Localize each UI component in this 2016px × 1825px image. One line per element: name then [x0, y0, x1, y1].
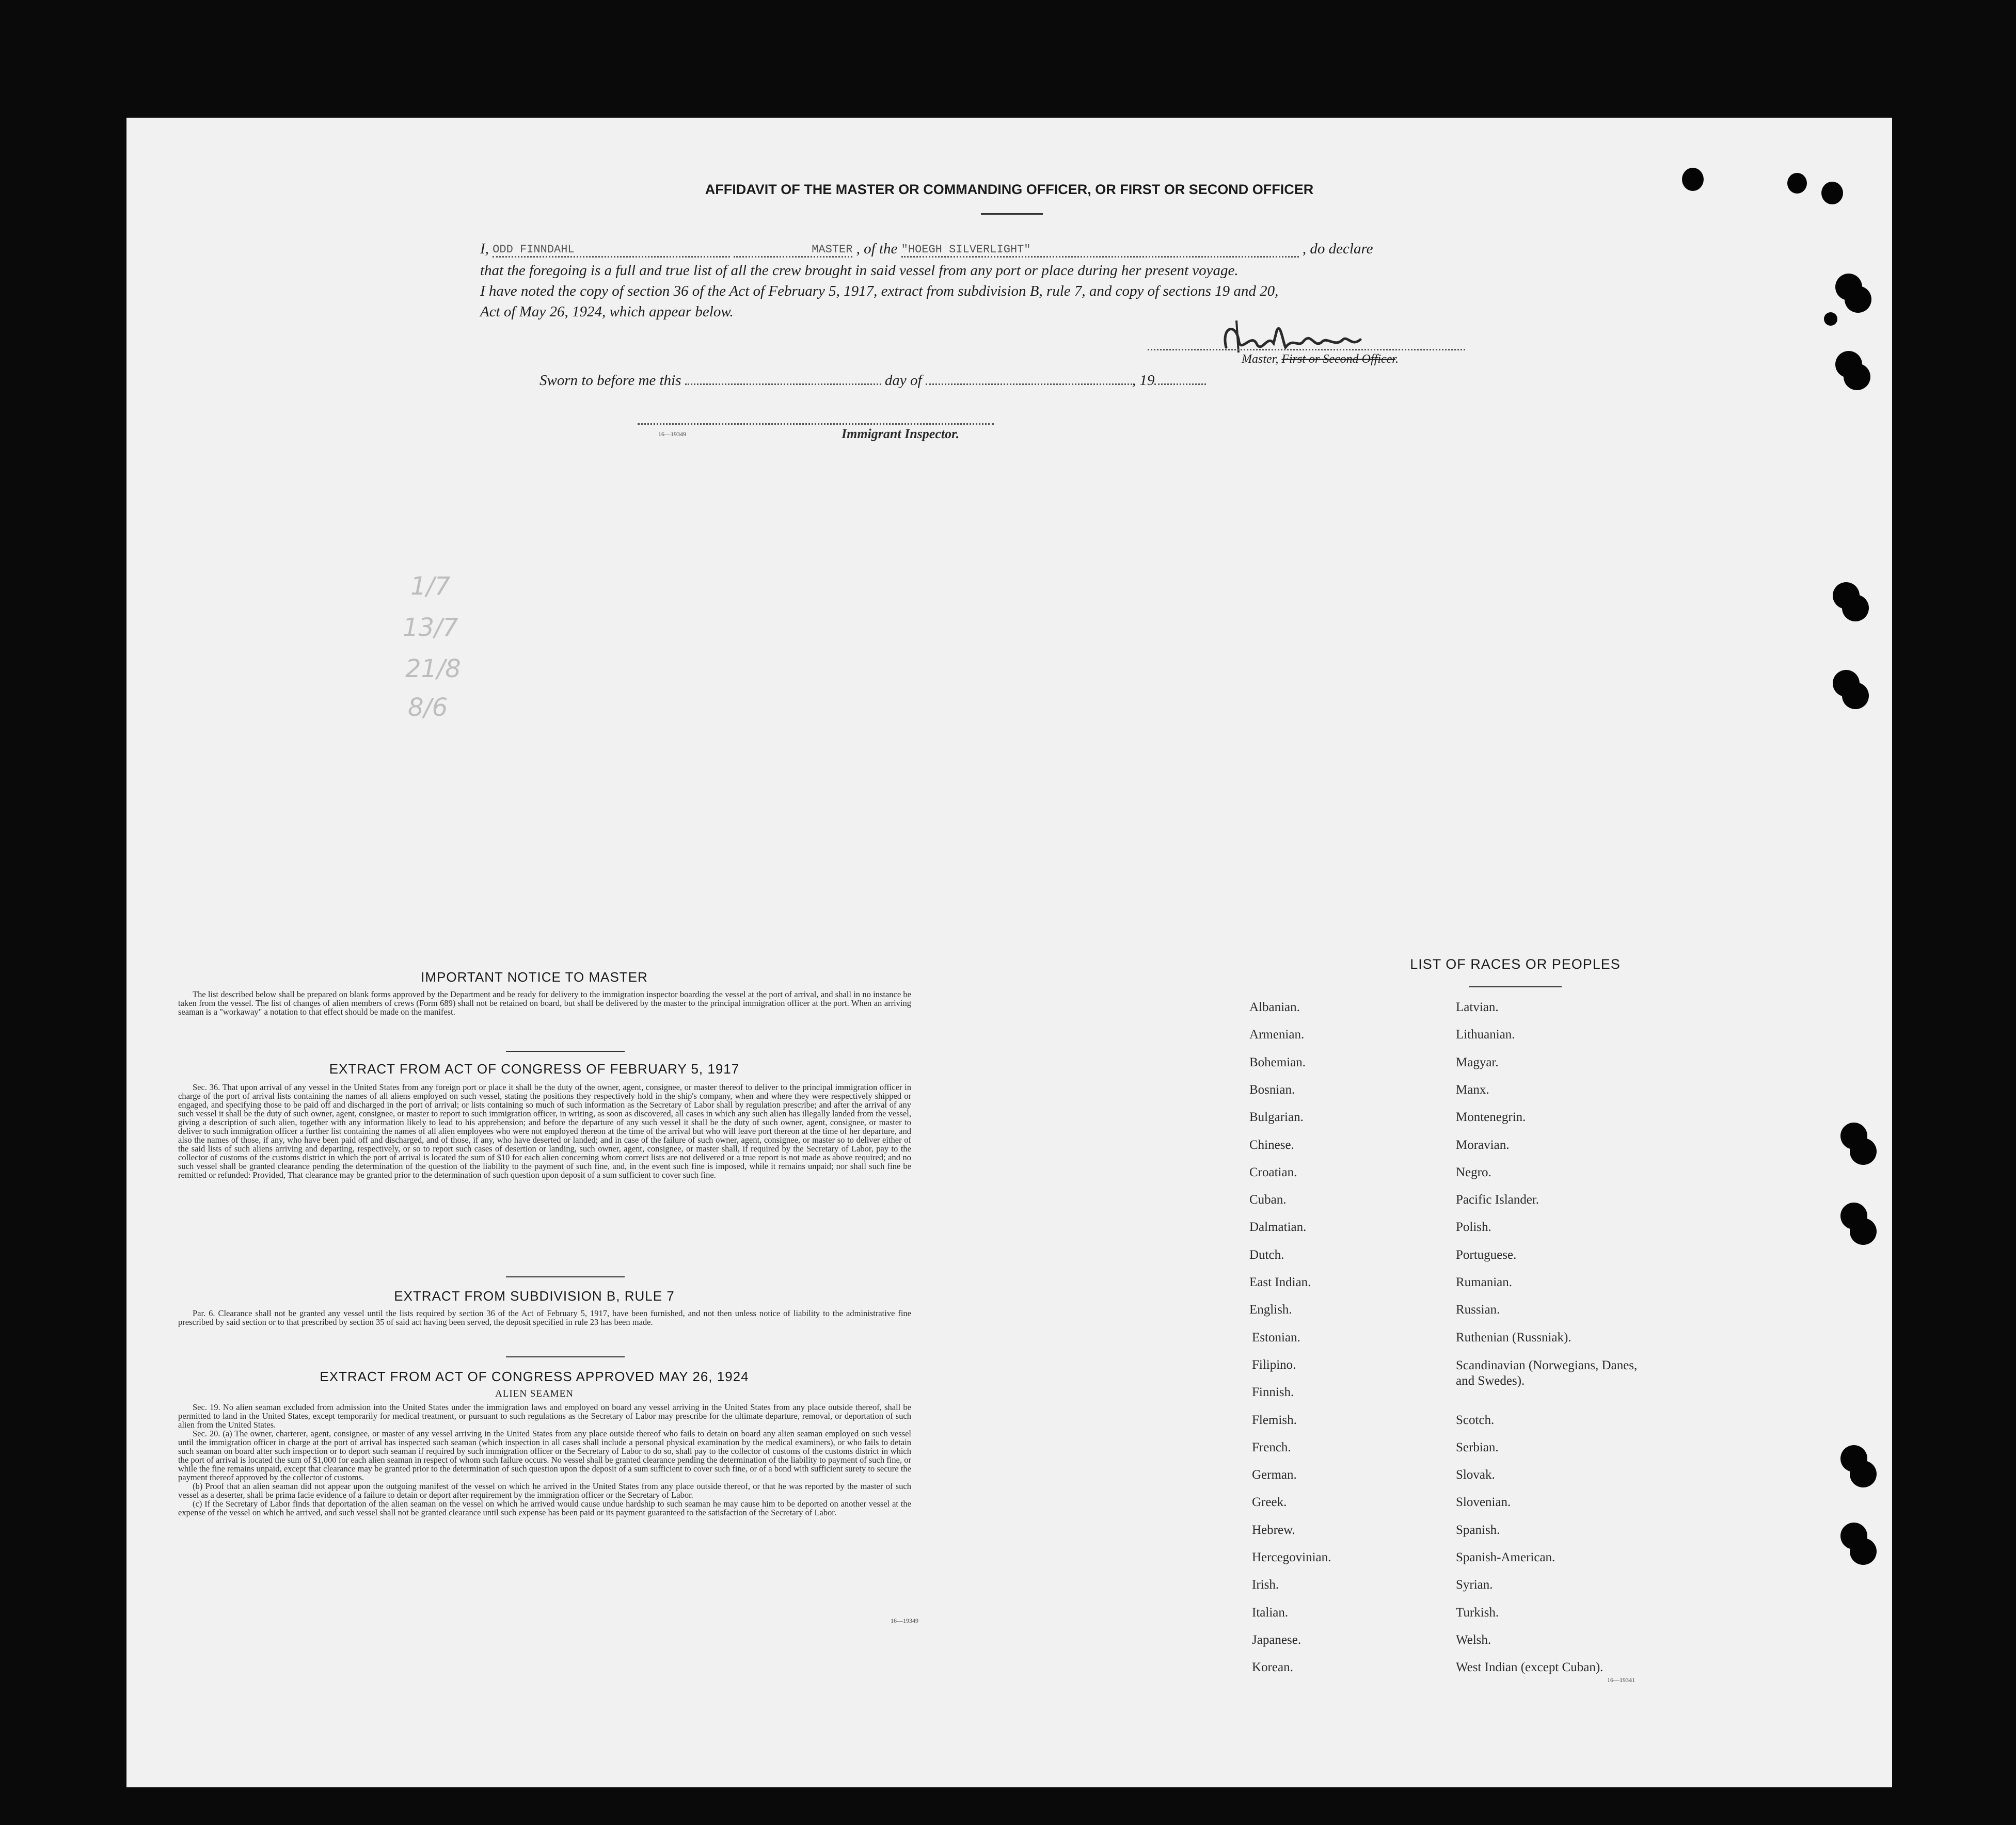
race-item: Italian.: [1252, 1606, 1289, 1620]
race-item: Irish.: [1252, 1578, 1279, 1592]
section-20a-paragraph: Sec. 20. (a) The owner, charterer, agent, consignee, or master of any vessel arriving in the United States from any place outside thereof who fails to detain on board any alien seaman employed on such vessel until the immigration officer in charge at the port of arrival has inspected such seaman (which inspection in all cases shall include a personal physical examination by the medical examiners), or who fails to detain such seaman on board after such inspection or to deport such seaman if required by such immigration officer or the Secretary of Labor to do so, shall pay to the collector of customs of the customs district in which the port of arrival is located the sum of $1,000 for each alien seaman in respect of whom such failure occurs. No vessel shall be granted clearance pending the determination of the liability to payment of such fine, or while the fine remains unpaid, except that clearance may be granted prior to the determination of such question upon the deposit of a sum sufficient to cover such fine, or of a bond with sufficient surety to secure the payment thereof approved by the collector of customs.: [178, 1429, 911, 1482]
vessel-name: "HOEGH SILVERLIGHT": [901, 243, 1031, 256]
race-item: Bohemian.: [1249, 1055, 1306, 1069]
race-item: Bosnian.: [1249, 1083, 1295, 1097]
notice-text: [178, 990, 911, 1016]
race-item: Filipino.: [1252, 1358, 1296, 1372]
section-20b-paragraph: (b) Proof that an alien seaman did not appear upon the outgoing manifest of the vessel on which he arrived in the United States from any place outside thereof, or that he was reported by the master of such vessel as a deserter, shall be prima facie evidence of a failure to detain or deport after requirement by the immigration officer or the Secretary of Labor.: [178, 1481, 911, 1500]
of-the-text: , of the: [856, 241, 898, 257]
race-item: Magyar.: [1456, 1055, 1499, 1069]
section-20c-paragraph: (c) If the Secretary of Labor finds that deportation of the alien seaman on the vessel on which he arrived would cause undue hardship to such seaman he may cause him to be deported on another vessel at the expense of the vessel on which he arrived, and such vessel shall not be granted clearance until such expense has been paid or its payment guaranteed to the satisfaction of the Secretary of Labor.: [178, 1499, 911, 1517]
sworn-year-blank[interactable]: [1154, 383, 1206, 385]
race-item: Slovak.: [1456, 1468, 1495, 1482]
race-item: Bulgarian.: [1249, 1110, 1304, 1124]
race-item: Slovenian.: [1456, 1495, 1511, 1509]
rule-7-paragraph: Par. 6. Clearance shall not be granted any vessel until the lists required by section 36 of the Act of February 5, 1917, have been furnished, and not then unless notice of liability to the administrative fine prescribed by said section or to that prescribed by section 35 of said act having been served, the deposit specified in rule 23 has been made.: [178, 1308, 911, 1327]
extract-1924-title: EXTRACT FROM ACT OF CONGRESS APPROVED MAY 26, 1924: [320, 1369, 749, 1384]
races-divider: [1469, 986, 1562, 987]
race-item: Scandinavian (Norwegians, Danes, and Swedes).: [1456, 1358, 1638, 1388]
race-item: Syrian.: [1456, 1578, 1493, 1592]
race-item: Rumanian.: [1456, 1275, 1513, 1289]
affidavit-form-number: 16—19349: [658, 430, 686, 438]
race-item: Russian.: [1456, 1303, 1500, 1317]
race-item: East Indian.: [1249, 1275, 1311, 1289]
race-item: Dutch.: [1249, 1248, 1284, 1262]
caption-struck-officer: First or Second Officer: [1281, 353, 1395, 366]
race-item: Ruthenian (Russniak).: [1456, 1331, 1571, 1344]
race-item: West Indian (except Cuban).: [1456, 1660, 1604, 1674]
sworn-month-blank[interactable]: [926, 383, 1132, 385]
punch-hole: [1824, 312, 1837, 326]
races-title: LIST OF RACES OR PEOPLES: [1410, 956, 1621, 972]
race-item: Flemish.: [1252, 1413, 1297, 1427]
title-rule: [981, 213, 1043, 215]
affidavit-line-2: that the foregoing is a full and true list of all the crew brought in said vessel from any port or place during her present voyage.: [480, 262, 1239, 279]
race-item: Croatian.: [1249, 1165, 1297, 1179]
race-item: English.: [1249, 1303, 1292, 1317]
race-item: Montenegrin.: [1456, 1110, 1526, 1124]
race-item: Portuguese.: [1456, 1248, 1517, 1262]
do-declare-text: , do declare: [1302, 241, 1373, 257]
race-item: Manx.: [1456, 1083, 1489, 1097]
race-item: Finnish.: [1252, 1385, 1294, 1399]
form-page: [126, 118, 1892, 1787]
race-item: Lithuanian.: [1456, 1028, 1515, 1042]
year-prefix: , 19: [1132, 372, 1155, 389]
notice-paragraph: The list described below shall be prepared on blank forms approved by the Department and be ready for delivery to the immigration inspector boarding the vessel at the port of arrival, and shall in no instance be taken from the vessel. The list of changes of alien members of crews (Form 689) shall not be retained on board, but shall be delivered by the master to the principal immigration officer at the port. When an arriving seaman is a "workaway" a notation to that effect should be made on the manifest.: [178, 989, 911, 1017]
race-item: Polish.: [1456, 1220, 1491, 1234]
caption-end: .: [1395, 353, 1399, 366]
extract-form-number: 16—19349: [891, 1617, 918, 1624]
declarant-prefix: I,: [480, 241, 489, 257]
section-36-paragraph: Sec. 36. That upon arrival of any vessel in the United States from any foreign port or place it shall be the duty of the owner, agent, consignee, or master thereof to deliver to the principal immigration officer in charge of the port of arrival lists containing the names of all aliens employed on such vessel, stating the positions they respectively hold in the ship's company, when and where they were respectively shipped or engaged, and specifying those to be paid off and discharged in the port of arrival; or lists containing so much of such information as the Secretary of Labor shall by regulation prescribe; and after the arrival of any such vessel it shall be the duty of such owner, agent, consignee, or master to report to such immigration officer, in writing, as soon as discovered, all cases in which any such alien has illegally landed from the vessel, giving a description of such alien, together with any information likely to lead to his apprehension; and before the departure of any such vessel it shall be the duty of such owner, agent, consignee, or master to deliver to such immigration officer a further list containing the names of all alien employees who were not employed thereon at the time of the arrival but who will leave port thereon at the time of her departure, and also the names of those, if any, who have been paid off and discharged, and of those, if any, who have deserted or landed; and in case of the failure of such owner, agent, consignee, or master so to deliver either of the said lists of such aliens arriving and departing, respectively, or so to report such cases of desertion or landing, such owner, agent, consignee, or master shall, if required by the Secretary of Labor, pay to the collector of customs of the customs district in which the port of arrival is located the sum of $10 for each alien concerning whom correct lists are not delivered or a true report is not made as above required; and no such vessel shall be granted clearance pending the determination of the question of the liability to the payment of such fine, and, in the event such fine is imposed, while it remains unpaid; nor shall such fine be remitted or refunded: Provided, That clearance may be granted prior to the determination of such question upon deposit of a sum sufficient to cover such fine.: [178, 1082, 911, 1180]
rule-7-text: [178, 1309, 911, 1326]
margin-note: 1/7: [410, 572, 451, 601]
race-item: Dalmatian.: [1249, 1220, 1307, 1234]
divider: [506, 1276, 625, 1277]
divider: [506, 1051, 625, 1052]
race-item: Turkish.: [1456, 1606, 1499, 1620]
race-item: Latvian.: [1456, 1000, 1499, 1014]
races-form-number: 16—19341: [1607, 1676, 1635, 1684]
race-item: Moravian.: [1456, 1138, 1510, 1152]
rule-7-title: EXTRACT FROM SUBDIVISION B, RULE 7: [394, 1288, 675, 1304]
punch-hole: [1821, 182, 1843, 204]
inspector-caption: Immigrant Inspector.: [842, 426, 960, 441]
sworn-line: [539, 372, 1206, 389]
divider: [506, 1356, 625, 1357]
affidavit-line-3: I have noted the copy of section 36 of the Act of February 5, 1917, extract from subdivision B, rule 7, and copy of sections 19 and 20,: [480, 283, 1279, 299]
margin-note: 21/8: [405, 654, 461, 683]
race-item: Estonian.: [1252, 1331, 1300, 1344]
race-item: Pacific Islander.: [1456, 1193, 1539, 1207]
signature-line: [1148, 349, 1465, 350]
race-item: Japanese.: [1252, 1633, 1301, 1647]
alien-seamen-subtitle: ALIEN SEAMEN: [495, 1388, 574, 1399]
race-item: Chinese.: [1249, 1138, 1294, 1152]
race-item: German.: [1252, 1468, 1297, 1482]
inspector-line: [638, 423, 994, 425]
race-item: Greek.: [1252, 1495, 1287, 1509]
master-name: ODD FINNDAHL: [493, 243, 575, 256]
race-item: Spanish-American.: [1456, 1550, 1555, 1564]
margin-note: 13/7: [403, 613, 458, 642]
race-item: Negro.: [1456, 1165, 1491, 1179]
signature-caption: [1242, 353, 1399, 366]
race-item: French.: [1252, 1440, 1291, 1454]
caption-master: Master,: [1242, 353, 1279, 366]
race-item: Scotch.: [1456, 1413, 1495, 1427]
punch-hole: [1682, 168, 1704, 191]
sworn-date-blank[interactable]: [685, 383, 881, 385]
race-item: Hercegovinian.: [1252, 1550, 1331, 1564]
extract-1917-text: [178, 1083, 911, 1179]
race-item: Serbian.: [1456, 1440, 1499, 1454]
master-rank: MASTER: [812, 243, 853, 256]
sworn-text: Sworn to before me this: [539, 372, 681, 389]
race-item: Armenian.: [1249, 1028, 1305, 1042]
extract-1917-title: EXTRACT FROM ACT OF CONGRESS OF FEBRUARY 5, 1917: [329, 1061, 740, 1077]
race-item: Welsh.: [1456, 1633, 1491, 1647]
margin-note: 8/6: [408, 693, 448, 722]
race-item: Cuban.: [1249, 1193, 1287, 1207]
race-item: Spanish.: [1456, 1523, 1500, 1537]
punch-hole: [1787, 173, 1807, 194]
affidavit-line-1: [480, 241, 1626, 258]
notice-title: IMPORTANT NOTICE TO MASTER: [421, 969, 648, 985]
race-item: Hebrew.: [1252, 1523, 1295, 1537]
race-item: Korean.: [1252, 1660, 1293, 1674]
extract-1924-text: [178, 1403, 911, 1517]
affidavit-title: AFFIDAVIT OF THE MASTER OR COMMANDING OFFICER, OR FIRST OR SECOND OFFICER: [705, 182, 1314, 197]
section-19-paragraph: Sec. 19. No alien seaman excluded from admission into the United States under the immigration laws and employed on board any vessel arriving in the United States from any place outside thereof, shall be permitted to land in the United States, except temporarily for medical treatment, or pursuant to such regulations as the Secretary of Labor may prescribe for the ultimate departure, removal, or deportation of such alien from the United States.: [178, 1402, 911, 1430]
day-of-text: day of: [884, 372, 922, 389]
race-item: Albanian.: [1249, 1000, 1300, 1014]
affidavit-line-4: Act of May 26, 1924, which appear below.: [480, 303, 734, 320]
